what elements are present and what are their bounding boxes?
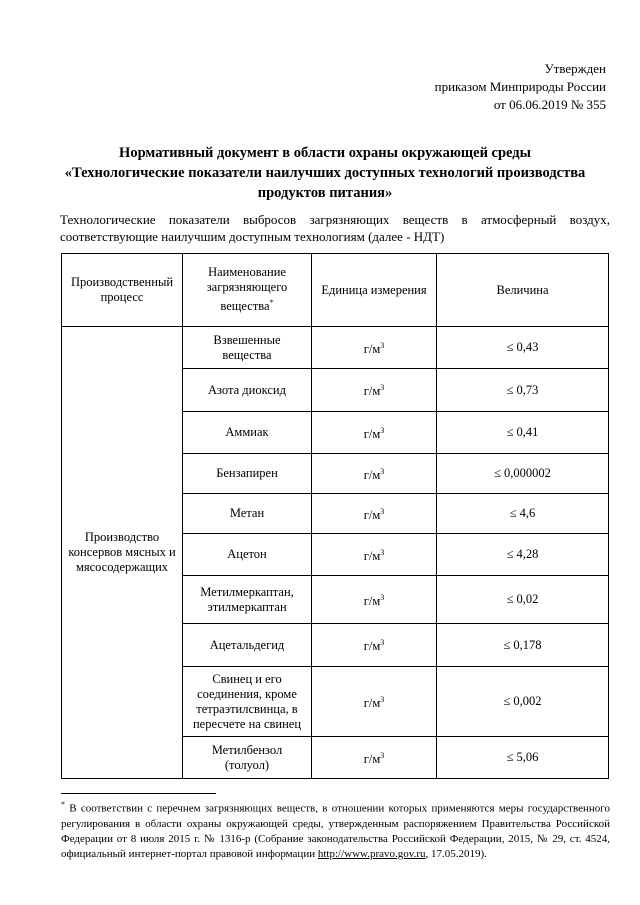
unit-cell <box>312 454 437 494</box>
unit-base: г/м <box>363 468 381 483</box>
substance-cell: Свинец и его соединения, кроме тетраэтилсвинца, в пересчете на свинец <box>183 667 312 737</box>
table-row <box>62 327 609 369</box>
unit-cell <box>312 494 437 534</box>
value-cell: ≤ 5,06 <box>437 737 609 779</box>
unit-base: г/м <box>363 508 381 523</box>
intro-paragraph: Технологические показатели выбросов загрязняющих веществ в атмосферный воздух, соответствующие наилучшим доступным технологиям (далее - НДТ) <box>60 212 610 244</box>
document-title <box>40 143 610 203</box>
header-substance-label: Наименование загрязняющего вещества <box>206 265 288 314</box>
unit-exponent: 3 <box>380 694 385 704</box>
header-process: Производственный процесс <box>62 254 183 327</box>
footnote-link[interactable]: http://www.pravo.gov.ru <box>317 847 426 860</box>
substance-cell: Взвешенные вещества <box>183 327 312 369</box>
substance-cell: Метилбензол (толуол) <box>183 737 312 779</box>
unit-base: г/м <box>363 639 381 654</box>
header-value: Величина <box>437 254 609 327</box>
title-line-2: «Технологические показатели наилучших доступных технологий производства <box>64 165 586 181</box>
unit-base: г/м <box>363 549 381 564</box>
value-cell: ≤ 0,73 <box>437 369 609 412</box>
approval-line-3: от 06.06.2019 № 355 <box>493 97 606 112</box>
unit-exponent: 3 <box>380 383 385 393</box>
substance-cell: Метан <box>183 494 312 534</box>
unit-cell <box>312 327 437 369</box>
footnote-divider <box>61 793 216 794</box>
value-cell: ≤ 4,28 <box>437 534 609 576</box>
unit-cell <box>312 576 437 624</box>
footnote-marker: * <box>61 800 65 809</box>
value-cell: ≤ 0,02 <box>437 576 609 624</box>
value-cell: ≤ 0,43 <box>437 327 609 369</box>
substance-cell: Ацетон <box>183 534 312 576</box>
substance-cell: Бензапирен <box>183 454 312 494</box>
title-line-1: Нормативный документ в области охраны окружающей среды <box>119 145 531 161</box>
unit-exponent: 3 <box>380 547 385 557</box>
value-cell: ≤ 0,000002 <box>437 454 609 494</box>
substance-cell: Азота диоксид <box>183 369 312 412</box>
footnote <box>61 797 610 862</box>
unit-exponent: 3 <box>380 340 385 350</box>
unit-cell <box>312 737 437 779</box>
process-cell: Производство консервов мясных и мясосодержащих <box>62 327 183 779</box>
footnote-tail: , 17.05.2019). <box>425 847 487 860</box>
value-cell: ≤ 0,002 <box>437 667 609 737</box>
substance-cell: Метилмеркаптан, этилмеркаптан <box>183 576 312 624</box>
header-unit: Единица измерения <box>312 254 437 327</box>
unit-exponent: 3 <box>380 592 385 602</box>
unit-exponent: 3 <box>380 425 385 435</box>
approval-block <box>435 60 606 114</box>
table-body <box>62 327 609 779</box>
footnote-mark: * <box>269 298 274 308</box>
title-line-3: продуктов питания» <box>257 185 393 201</box>
footnote-text: В соответствии с перечнем загрязняющих веществ, в отношении которых применяются меры государственного регулирования в области охраны окружающей среды, утвержденным распоряжением Правительства Российской Федерации от 8 июля 2015 г. № 1316-р (Собрание законодательства Российской Федерации, 2015, № 29, ст. 4524, официальный интернет-портал правовой информации <box>61 802 611 860</box>
unit-base: г/м <box>363 342 381 357</box>
unit-cell <box>312 667 437 737</box>
unit-base: г/м <box>363 427 381 442</box>
unit-exponent: 3 <box>380 506 385 516</box>
table-header-row <box>62 254 609 327</box>
header-substance <box>183 254 312 327</box>
unit-base: г/м <box>363 696 381 711</box>
unit-exponent: 3 <box>380 466 385 476</box>
unit-base: г/м <box>363 594 381 609</box>
emissions-table <box>61 253 609 779</box>
approval-line-1: Утвержден <box>544 61 606 76</box>
unit-cell <box>312 369 437 412</box>
unit-cell <box>312 534 437 576</box>
unit-cell <box>312 624 437 667</box>
unit-cell <box>312 412 437 454</box>
unit-exponent: 3 <box>380 638 385 648</box>
substance-cell: Аммиак <box>183 412 312 454</box>
unit-exponent: 3 <box>380 750 385 760</box>
value-cell: ≤ 0,41 <box>437 412 609 454</box>
approval-line-2: приказом Минприроды России <box>434 79 606 94</box>
unit-base: г/м <box>363 384 381 399</box>
value-cell: ≤ 4,6 <box>437 494 609 534</box>
value-cell: ≤ 0,178 <box>437 624 609 667</box>
substance-cell: Ацетальдегид <box>183 624 312 667</box>
unit-base: г/м <box>363 752 381 767</box>
